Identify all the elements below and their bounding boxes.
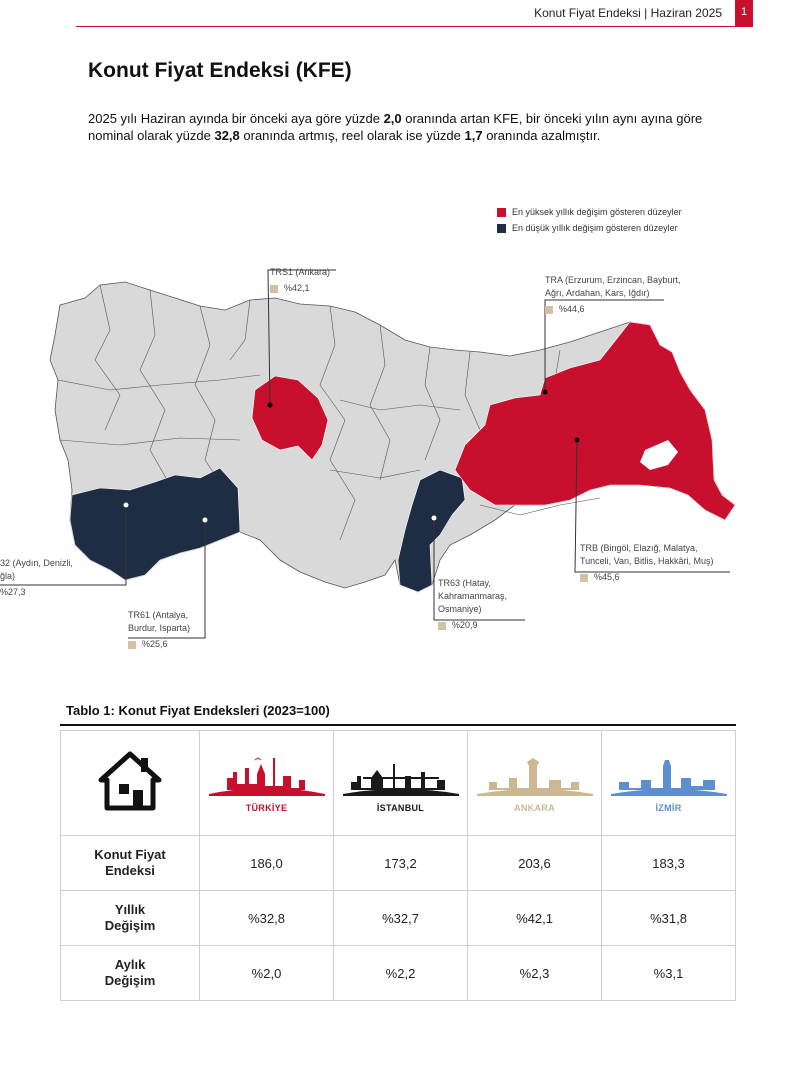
row-header-line-1: Yıllık: [114, 902, 146, 917]
value-swatch: [545, 306, 553, 314]
callout-tr63-value-row: [438, 619, 507, 632]
house-icon-cell: [61, 731, 200, 836]
callout-tr32-name-1: 32 (Aydın, Denizli,: [0, 558, 73, 568]
callout-tr61-name-1: TR61 (Antalya,: [128, 610, 189, 620]
callout-tr63: [438, 577, 507, 632]
callout-trb-name-1: TRB (Bingöl, Elazığ, Malatya,: [580, 543, 698, 553]
table-cell: %31,8: [602, 891, 736, 946]
callout-tr63-name-3: Osmaniye): [438, 604, 482, 614]
value-swatch: [128, 641, 136, 649]
header-title: Konut Fiyat Endeksi | Haziran 2025: [534, 6, 722, 20]
table-cell: %42,1: [468, 891, 602, 946]
callout-tr61-name-2: Burdur, Isparta): [128, 623, 191, 633]
table-row: [61, 891, 736, 946]
callout-tra-value-row: [545, 303, 681, 316]
intro-value-real: 1,7: [464, 128, 483, 143]
page-number: 1: [735, 0, 753, 27]
table-cell: %32,8: [200, 891, 334, 946]
column-istanbul: [334, 731, 468, 836]
intro-text-4: oranında azalmıştır.: [482, 128, 601, 143]
row-header-annual: [61, 891, 200, 946]
callout-trs1-value: %42,1: [284, 283, 310, 293]
column-izmir: [602, 731, 736, 836]
table-title-rule: [60, 724, 736, 726]
callout-tra-name-1: TRA (Erzurum, Erzincan, Bayburt,: [545, 275, 681, 285]
table-row: [61, 836, 736, 891]
table-row: [61, 946, 736, 1001]
callout-tra-name-2: Ağrı, Ardahan, Kars, Iğdır): [545, 288, 650, 298]
price-index-table: [60, 730, 736, 1001]
callout-tr32-value-row: [0, 586, 73, 599]
value-swatch: [270, 285, 278, 293]
callout-tr61-value-row: [128, 638, 190, 651]
intro-value-nominal: 32,8: [214, 128, 240, 143]
intro-text-2: oranında artan KFE, bir önceki yılın aynı ayına göre nominal olarak yüzde: [88, 111, 703, 143]
legend-label-low: En düşük yıllık değişim gösteren düzeyler: [512, 223, 678, 233]
table-cell: %32,7: [334, 891, 468, 946]
callout-trs1-value-row: [270, 282, 330, 295]
callout-trb-value-row: [580, 571, 714, 584]
row-header-line-1: Aylık: [114, 957, 146, 972]
table-cell: 183,3: [602, 836, 736, 891]
callout-tr63-value: %20,9: [452, 620, 478, 630]
row-header-line-2: Değişim: [104, 973, 156, 988]
column-label-izmir: İZMİR: [655, 802, 682, 813]
column-label-turkiye: TÜRKİYE: [245, 802, 288, 813]
table-cell: %2,0: [200, 946, 334, 1001]
table-title: Tablo 1: Konut Fiyat Endeksleri (2023=100): [66, 703, 330, 718]
callout-trb: [580, 542, 714, 584]
callout-tr61: [128, 609, 190, 651]
value-swatch: [438, 622, 446, 630]
callout-tr32: [0, 557, 73, 599]
callout-trs1-name: TRS1 (Ankara): [270, 267, 331, 277]
column-label-ankara: ANKARA: [514, 802, 555, 813]
callout-tra: [545, 274, 681, 316]
callout-tr61-value: %25,6: [142, 639, 168, 649]
callout-tr32-value: %27,3: [0, 587, 26, 597]
table-cell: 186,0: [200, 836, 334, 891]
column-ankara: [468, 731, 602, 836]
callout-tr63-name-1: TR63 (Hatay,: [438, 578, 491, 588]
column-label-istanbul: İSTANBUL: [376, 802, 425, 813]
table-cell: 173,2: [334, 836, 468, 891]
callout-trs1: [270, 266, 330, 295]
value-swatch: [580, 574, 588, 582]
row-header-line-2: Değişim: [104, 918, 156, 933]
row-header-kfe: [61, 836, 200, 891]
turkiye-skyline-icon: [207, 754, 327, 796]
intro-text-3: oranında artmış, reel olarak ise yüzde: [239, 128, 465, 143]
table-cell: %2,3: [468, 946, 602, 1001]
callout-tr63-name-2: Kahramanmaraş,: [438, 591, 508, 601]
izmir-skyline-icon: [609, 754, 729, 796]
house-icon: [97, 750, 163, 812]
legend-label-high: En yüksek yıllık değişim gösteren düzeyler: [512, 207, 682, 217]
table-cell: %2,2: [334, 946, 468, 1001]
row-header-line-1: Konut Fiyat: [94, 847, 166, 862]
callout-tr32-name-2: ğla): [0, 571, 16, 581]
intro-value-monthly: 2,0: [383, 111, 402, 126]
page-title: Konut Fiyat Endeksi (KFE): [88, 59, 352, 82]
row-header-line-2: Endeksi: [105, 863, 155, 878]
column-turkiye: [200, 731, 334, 836]
callout-trb-value: %45,6: [594, 572, 620, 582]
ankara-skyline-icon: [475, 754, 595, 796]
callout-trb-name-2: Tunceli, Van, Bitlis, Hakkâri, Muş): [580, 556, 714, 566]
table-cell: 203,6: [468, 836, 602, 891]
row-header-monthly: [61, 946, 200, 1001]
table-header-row: [61, 731, 736, 836]
table-cell: %3,1: [602, 946, 736, 1001]
istanbul-skyline-icon: [341, 754, 461, 796]
intro-text-1: 2025 yılı Haziran ayında bir önceki aya göre yüzde: [88, 111, 384, 126]
callout-tra-value: %44,6: [559, 304, 585, 314]
